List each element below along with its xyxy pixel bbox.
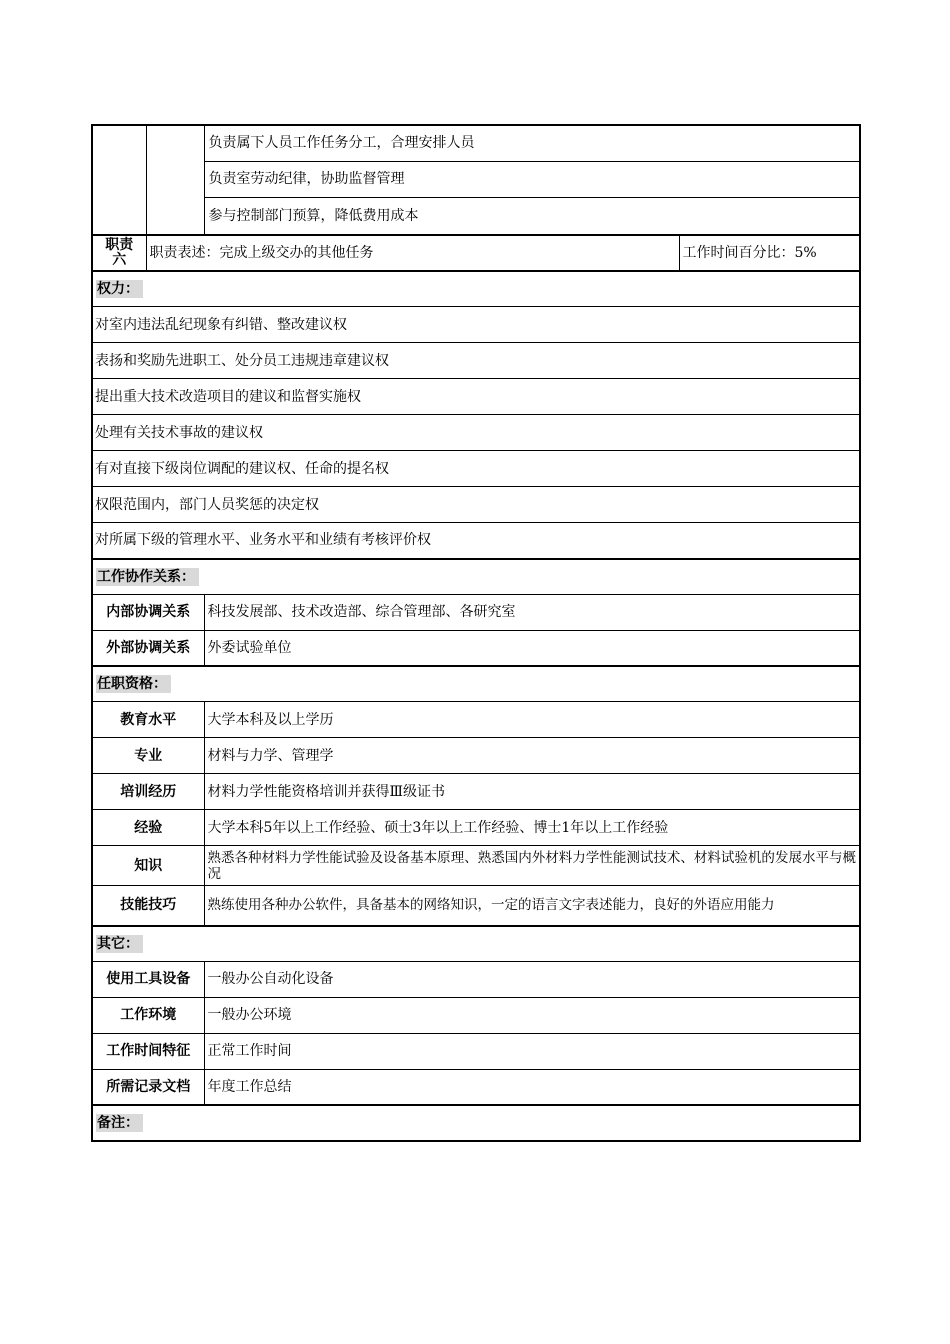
duty-item: 参与控制部门预算，降低费用成本 xyxy=(204,197,860,235)
other-heading: 其它： xyxy=(96,935,143,953)
other-label: 使用工具设备 xyxy=(92,961,204,997)
authority-item: 表扬和奖励先进职工、处分员工违规违章建议权 xyxy=(92,343,860,379)
authority-item: 权限范围内，部门人员奖惩的决定权 xyxy=(92,487,860,523)
cooperation-value: 科技发展部、技术改造部、综合管理部、各研究室 xyxy=(204,594,860,630)
cooperation-label: 内部协调关系 xyxy=(92,594,204,630)
authority-item: 有对直接下级岗位调配的建议权、任命的提名权 xyxy=(92,451,860,487)
other-value: 正常工作时间 xyxy=(204,1033,860,1069)
qualification-value: 材料力学性能资格培训并获得Ⅲ级证书 xyxy=(204,774,860,810)
qualification-value: 大学本科及以上学历 xyxy=(204,702,860,738)
other-value: 一般办公环境 xyxy=(204,997,860,1033)
remarks-heading: 备注： xyxy=(96,1114,143,1132)
other-label: 所需记录文档 xyxy=(92,1069,204,1105)
remarks-heading-cell xyxy=(92,1105,860,1141)
qualification-label: 教育水平 xyxy=(92,702,204,738)
duty-six-description: 职责表述：完成上级交办的其他任务 xyxy=(146,235,679,271)
duty-six-label-line1: 职责 xyxy=(105,237,134,253)
cooperation-value: 外委试验单位 xyxy=(204,630,860,666)
cooperation-heading-cell xyxy=(92,559,860,595)
cooperation-heading: 工作协作关系： xyxy=(96,568,199,586)
authority-heading: 权力： xyxy=(96,280,143,298)
authority-item: 对所属下级的管理水平、业务水平和业绩有考核评价权 xyxy=(92,523,860,559)
qualification-value: 材料与力学、管理学 xyxy=(204,738,860,774)
authority-item: 提出重大技术改造项目的建议和监督实施权 xyxy=(92,379,860,415)
authority-heading-cell xyxy=(92,271,860,307)
other-heading-cell xyxy=(92,926,860,962)
job-description-table xyxy=(91,124,861,1142)
duty-six-time-percent: 工作时间百分比：5% xyxy=(679,235,860,271)
qualification-label: 经验 xyxy=(92,810,204,846)
qualification-heading: 任职资格： xyxy=(96,675,171,693)
qualification-value: 熟练使用各种办公软件，具备基本的网络知识，一定的语言文字表述能力，良好的外语应用能力 xyxy=(204,886,860,926)
qualification-value: 大学本科5年以上工作经验、硕士3年以上工作经验、博士1年以上工作经验 xyxy=(204,810,860,846)
job-description-sheet xyxy=(91,124,859,1142)
other-label: 工作时间特征 xyxy=(92,1033,204,1069)
authority-item: 对室内违法乱纪现象有纠错、整改建议权 xyxy=(92,307,860,343)
other-label: 工作环境 xyxy=(92,997,204,1033)
duty-item: 负责属下人员工作任务分工，合理安排人员 xyxy=(204,125,860,161)
authority-item: 处理有关技术事故的建议权 xyxy=(92,415,860,451)
duty-continuation-sub-cell xyxy=(146,125,204,235)
duty-six-label xyxy=(92,235,146,271)
qualification-label: 技能技巧 xyxy=(92,886,204,926)
other-value: 一般办公自动化设备 xyxy=(204,961,860,997)
duty-six-label-line2: 六 xyxy=(112,252,127,268)
qualification-label: 培训经历 xyxy=(92,774,204,810)
duty-continuation-label-cell xyxy=(92,125,146,235)
qualification-label: 知识 xyxy=(92,846,204,886)
cooperation-label: 外部协调关系 xyxy=(92,630,204,666)
other-value: 年度工作总结 xyxy=(204,1069,860,1105)
qualification-label: 专业 xyxy=(92,738,204,774)
qualification-heading-cell xyxy=(92,666,860,702)
qualification-value: 熟悉各种材料力学性能试验及设备基本原理、熟悉国内外材料力学性能测试技术、材料试验机的发展水平与概况 xyxy=(204,846,860,886)
duty-item: 负责室劳动纪律，协助监督管理 xyxy=(204,161,860,197)
